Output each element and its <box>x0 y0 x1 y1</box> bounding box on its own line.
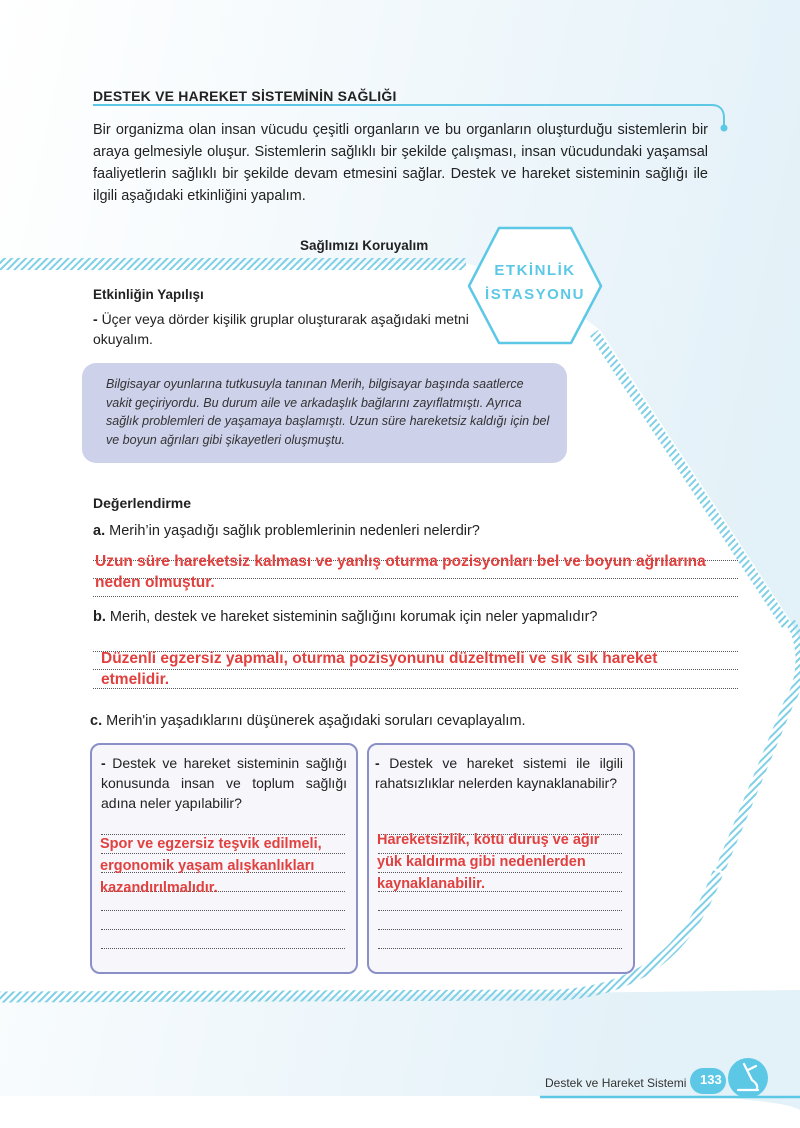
question-c-text: Merih'in yaşadıklarını düşünerek aşağıdaki soruları cevaplayalım. <box>106 713 526 729</box>
intro-paragraph: Bir organizma olan insan vücudu çeşitli organların ve bu organların oluşturduğu sistemlerin bir araya gelmesiyle oluşur. Sistemlerin sağlıklı bir şekilde çalışması, insan vücudundaki yaşamsal faaliyetlerin sağlıklı bir şekilde devam etmesini sağlar. Destek ve hareket sisteminin sağlığı ile ilgili aşağıdaki etkinliğini yapalım. <box>93 122 708 204</box>
box-1-question <box>101 753 347 813</box>
question-b <box>93 609 598 625</box>
box-1-question-text: Destek ve hareket sisteminin sağlığı konusunda insan ve toplum sağlığı adına neler yapılabilir? <box>101 755 347 811</box>
question-a-letter: a. <box>93 523 106 539</box>
page-number: 133 <box>700 1072 722 1087</box>
answer-line <box>378 948 622 949</box>
answer-box-1-text[interactable]: Spor ve egzersiz teşvik edilmeli, ergonomik yaşam alışkanlıkları kazandırılmalıdır. <box>100 836 322 896</box>
story-text: Bilgisayar oyunlarına tutkusuyla tanınan Merih, bilgisayar başında saatlerce vakit geçiriyordu. Bu durum aile ve arkadaşlık bağlarını zayıflatmıştı. Ayrıca sağlık problemleri de yaşamaya başlamıştı. Uzun süre hareketsiz kaldığı için bel ve boyun ağrıları gibi şikayetleri oluşmuştu. <box>106 377 550 447</box>
box-2-dash: - <box>375 755 390 771</box>
chapter-label: Destek ve Hareket Sistemi <box>545 1076 687 1090</box>
question-b-letter: b. <box>93 609 106 625</box>
answer-line <box>101 948 345 949</box>
answer-box-2-text[interactable]: Hareketsizlik, kötü duruş ve ağır yük kaldırma gibi nedenlerden kaynaklanabilir. <box>377 832 600 892</box>
badge-line-1: ETKİNLİK <box>494 262 576 279</box>
activity-badge <box>468 259 602 307</box>
how-title: Etkinliğin Yapılışı <box>93 287 204 302</box>
question-c-letter: c. <box>90 713 103 729</box>
answer-line <box>378 929 622 930</box>
answer-line <box>93 596 738 597</box>
answer-line <box>378 910 622 911</box>
answer-line <box>101 910 345 911</box>
box-2-question-text: Destek ve hareket sistemi ile ilgili rahatsızlıklar nelerden kaynaklanabilir? <box>375 755 623 791</box>
answer-line <box>101 929 345 930</box>
box-2-question <box>375 753 623 793</box>
section-title: DESTEK VE HAREKET SİSTEMİNİN SAĞLIĞI <box>93 88 397 104</box>
how-dash: - <box>93 311 102 327</box>
box-1-dash: - <box>101 755 113 771</box>
answer-a[interactable]: Uzun süre hareketsiz kalması ve yanlış oturma pozisyonları bel ve boyun ağrılarına neden olmuştur. <box>95 553 706 591</box>
question-a-text: Merih’in yaşadığı sağlık problemlerinin nedenleri nelerdir? <box>109 523 480 539</box>
question-c <box>90 713 526 729</box>
evaluation-title: Değerlendirme <box>93 495 192 511</box>
answer-b[interactable]: Düzenli egzersiz yapmalı, oturma pozisyonunu düzeltmeli ve sık sık hareket etmelidir. <box>101 650 658 688</box>
how-text <box>93 309 473 349</box>
question-a <box>93 523 480 539</box>
activity-title: Sağlımızı Koruyalım <box>300 238 429 253</box>
how-instruction: Üçer veya dörder kişilik gruplar oluşturarak aşağıdaki metni okuyalım. <box>93 311 469 347</box>
question-b-text: Merih, destek ve hareket sisteminin sağlığını korumak için neler yapmalıdır? <box>109 609 598 625</box>
badge-line-2: İSTASYONU <box>485 286 585 303</box>
